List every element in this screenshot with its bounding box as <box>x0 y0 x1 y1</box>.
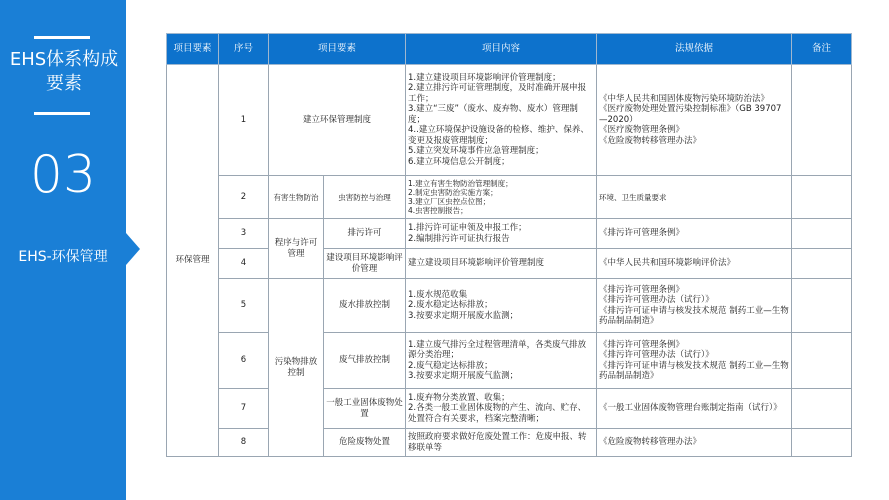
row-number: 2 <box>219 176 269 219</box>
row-content <box>406 65 597 176</box>
basis-line: 《排污许可管理办法（试行）》 <box>599 295 714 305</box>
basis-line: 《危险废物转移管理办法》 <box>599 135 702 146</box>
content-line: 2.废水稳定达标排放； <box>408 300 493 311</box>
header-basis: 法规依据 <box>597 34 792 65</box>
content-line: 3.按要求定期开展废气监测； <box>408 371 519 381</box>
content-line: 1.排污许可证申领及申报工作； <box>408 223 527 233</box>
section-subtitle: EHS-环保管理 <box>18 249 108 265</box>
row-number: 4 <box>219 249 269 279</box>
group-permit: 程序与许可管理 <box>269 219 324 279</box>
content-line: 2.编制排污许可证执行报告 <box>408 233 510 244</box>
row-basis <box>597 279 792 333</box>
content-line: 1.建立废气排污全过程管理清单，各类废气排放源分类治理； <box>408 339 587 360</box>
group-biohazard: 有害生物防治 <box>269 176 324 219</box>
basis-line: 《排污许可管理办法（试行）》 <box>599 350 714 360</box>
row-basis <box>597 219 792 249</box>
content-line: 2.建立排污许可证管理制度，及时准确开展申报工作； <box>408 83 587 104</box>
content-line: 1.废水规范收集 <box>408 289 468 300</box>
table-row <box>167 279 852 333</box>
basis-line: 《一般工业固体废物管理台账制定指南（试行）》 <box>599 403 782 414</box>
row-element: 一般工业固体废物处置 <box>324 389 406 429</box>
header-content: 项目内容 <box>406 34 597 65</box>
row-element: 建立环保管理制度 <box>269 65 406 176</box>
content-line: 5.建立突发环境事件应急管理制度； <box>408 146 544 157</box>
content-line: 4.虫害控制报告； <box>408 206 468 215</box>
row-content <box>406 429 597 457</box>
row-remark <box>792 333 852 389</box>
row-content <box>406 333 597 389</box>
content-line: 按照政府要求做好危废处置工作：危废申报、转移联单等 <box>408 432 587 453</box>
row-content <box>406 176 597 219</box>
row-number: 8 <box>219 429 269 457</box>
basis-line: 环境、卫生质量要求 <box>599 192 667 202</box>
row-number: 7 <box>219 389 269 429</box>
header-no: 序号 <box>219 34 269 65</box>
row-element: 危险废物处置 <box>324 429 406 457</box>
row-basis <box>597 333 792 389</box>
row-remark <box>792 176 852 219</box>
content-line: 3.按要求定期开展废水监测； <box>408 310 519 321</box>
content-line: 3.建立“三废”（废水、废弃物、废水）管理制度； <box>408 104 578 125</box>
row-content <box>406 249 597 279</box>
content-line: 1.建立建设项目环境影响评价管理制度； <box>408 72 561 83</box>
ehs-environment-table <box>166 33 852 457</box>
header-category: 项目要素 <box>167 34 219 65</box>
row-number: 3 <box>219 219 269 249</box>
content-line: 3.建立厂区虫控点位图； <box>408 197 491 206</box>
basis-line: 《排污许可管理条例》 <box>599 339 685 350</box>
row-remark <box>792 65 852 176</box>
basis-line: 《排污许可管理条例》 <box>599 228 685 239</box>
table-row <box>167 219 852 249</box>
row-element: 虫害防控与治理 <box>324 176 406 219</box>
row-basis <box>597 429 792 457</box>
sidebar-title: EHS体系构成要素 <box>9 49 119 94</box>
sidebar <box>0 0 126 500</box>
sidebar-top-rule <box>34 36 90 39</box>
content-line: 1.建立有害生物防治管理制度； <box>408 179 513 188</box>
row-remark <box>792 279 852 333</box>
row-basis <box>597 389 792 429</box>
sidebar-pointer-notch <box>126 233 140 265</box>
group-pollution: 污染物排放控制 <box>269 279 324 457</box>
row-basis <box>597 249 792 279</box>
header-element: 项目要素 <box>269 34 406 65</box>
row-remark <box>792 389 852 429</box>
row-content <box>406 219 597 249</box>
content-line: 建立建设项目环境影响评价管理制度 <box>408 258 545 269</box>
table-header-row <box>167 34 852 65</box>
row-remark <box>792 249 852 279</box>
row-element: 建设项目环境影响评价管理 <box>324 249 406 279</box>
table-row <box>167 65 852 176</box>
sidebar-bottom-rule <box>34 112 90 115</box>
basis-line: 《排污许可证申请与核发技术规范 制药工业—生物药品制品制造》 <box>599 305 789 326</box>
row-content <box>406 389 597 429</box>
row-remark <box>792 219 852 249</box>
basis-line: 《排污许可管理条例》 <box>599 284 685 295</box>
header-remark: 备注 <box>792 34 852 65</box>
row-number: 6 <box>219 333 269 389</box>
row-content <box>406 279 597 333</box>
basis-line: 《医疗废物处理处置污染控制标准》（GB 39707—2020） <box>599 104 782 125</box>
content-line: 1.废弃物分类放置、收集； <box>408 392 510 403</box>
row-basis <box>597 176 792 219</box>
basis-line: 《中华人民共和国固体废物污染环境防治法》 <box>599 93 770 104</box>
content-line: 2.废气稳定达标排放； <box>408 360 493 371</box>
section-number: 03 <box>29 145 97 205</box>
row-basis <box>597 65 792 176</box>
row-element: 排污许可 <box>324 219 406 249</box>
row-number: 5 <box>219 279 269 333</box>
category-cell: 环保管理 <box>167 65 219 457</box>
content-line: 4..建立环境保护设施设备的检修、维护、保养、变更及报废管理制度； <box>408 125 589 146</box>
content-line: 2.制定虫害防治实施方案； <box>408 188 498 197</box>
content-line: 2.各类一般工业固体废物的产生、流向、贮存、处置符合有关要求，档案完整清晰； <box>408 403 587 424</box>
content-line: 6.建立环境信息公开制度； <box>408 156 510 167</box>
table-row <box>167 176 852 219</box>
basis-line: 《危险废物转移管理办法》 <box>599 437 702 448</box>
row-element: 废气排放控制 <box>324 333 406 389</box>
basis-line: 《排污许可证申请与核发技术规范 制药工业—生物药品制品制造》 <box>599 360 789 381</box>
row-number: 1 <box>219 65 269 176</box>
row-remark <box>792 429 852 457</box>
basis-line: 《中华人民共和国环境影响评价法》 <box>599 258 736 269</box>
basis-line: 《医疗废物管理条例》 <box>599 125 685 136</box>
row-element: 废水排放控制 <box>324 279 406 333</box>
